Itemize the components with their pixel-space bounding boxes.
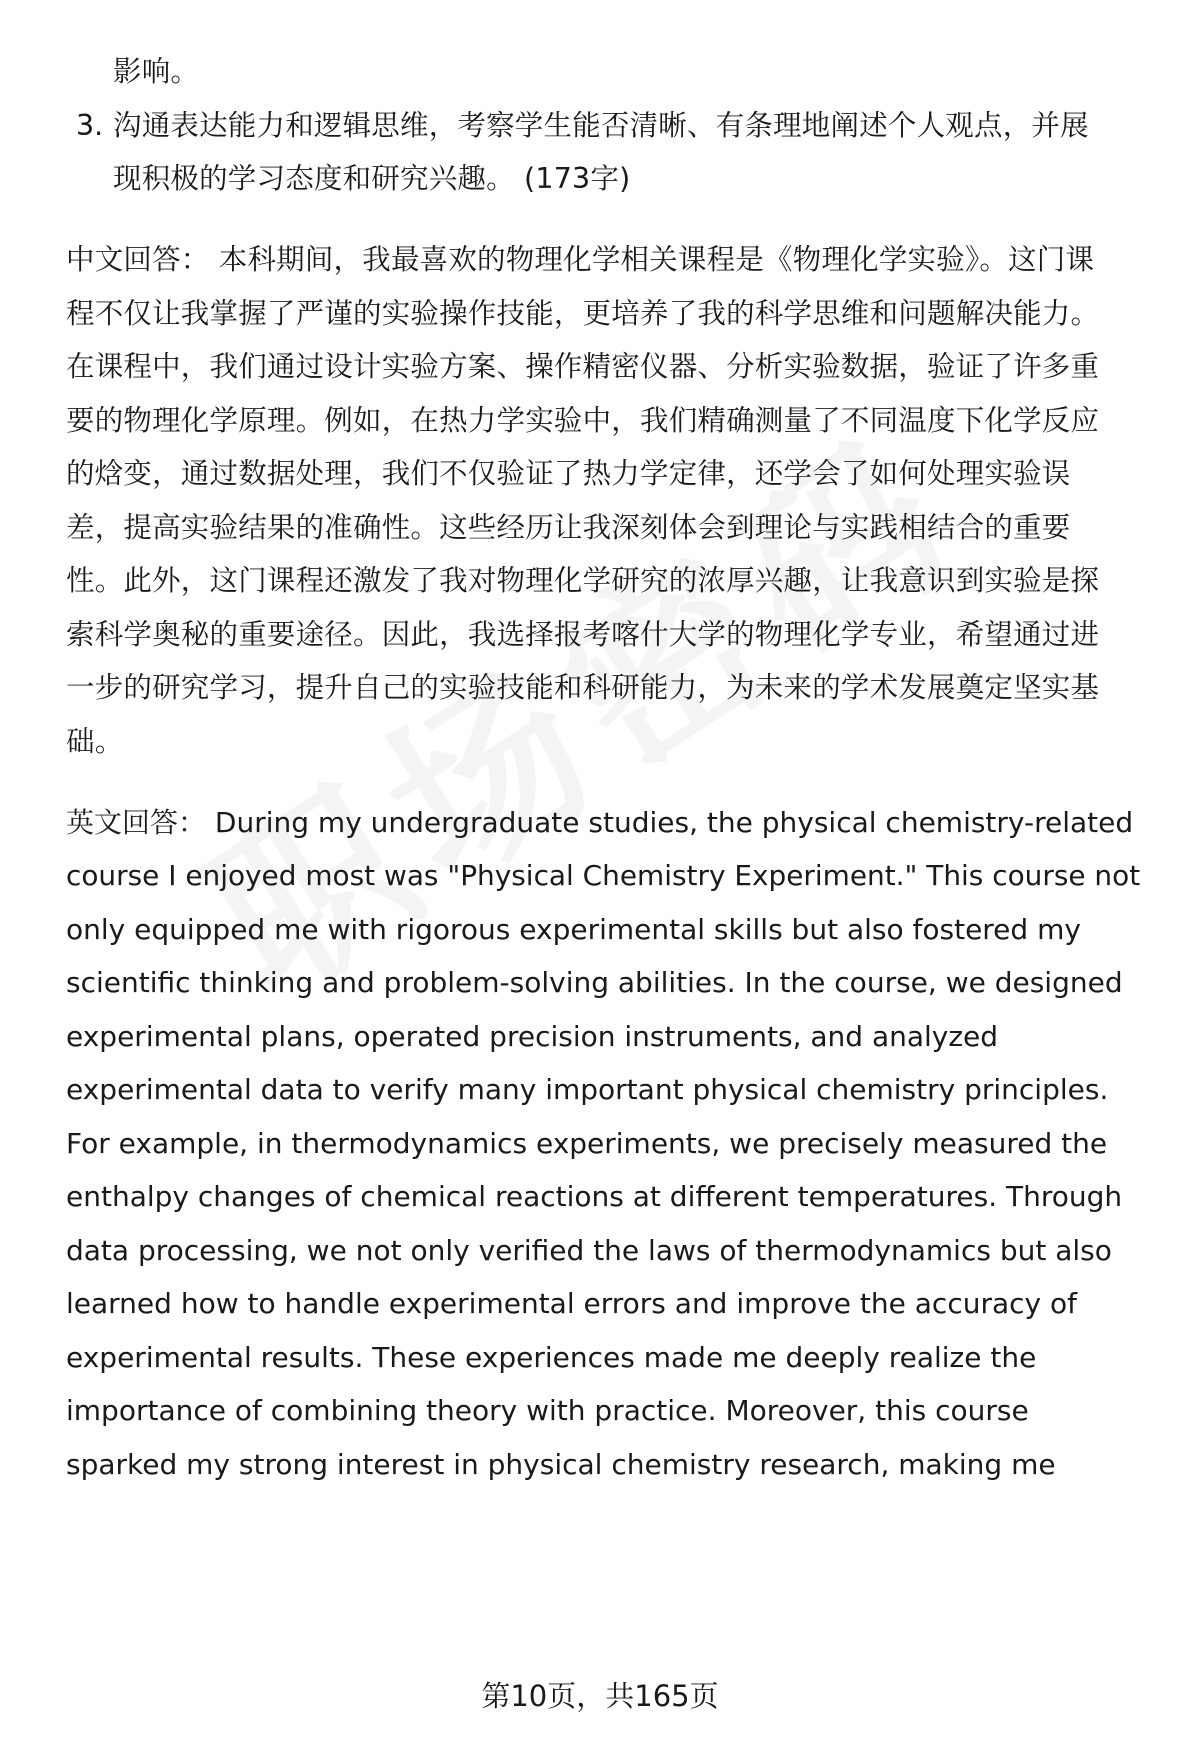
en-answer-line: enthalpy changes of chemical reactions at different temperatures. Through [66,1180,1123,1213]
cn-answer-line: 的焓变，通过数据处理，我们不仅验证了热力学定律，还学会了如何处理实验误 [66,457,1071,490]
en-answer-line: experimental plans, operated precision instruments, and analyzed [66,1020,999,1053]
en-answer-line: experimental data to verify many important physical chemistry principles. [66,1073,1109,1106]
page-number: 第10页，共165页 [481,1679,719,1713]
en-answer-line: only equipped me with rigorous experimental skills but also fostered my [66,913,1081,946]
cn-answer-line: 索科学奥秘的重要途径。因此，我选择报考喀什大学的物理化学专业，希望通过进 [66,618,1100,651]
list-item-text-line: 沟通表达能力和逻辑思维，考察学生能否清晰、有条理地阐述个人观点，并展 [113,109,1089,142]
item-continuation: 影响。 [113,55,200,88]
en-answer-line: sparked my strong interest in physical chemistry research, making me [66,1448,1056,1481]
cn-answer-line: 差，提高实验结果的准确性。这些经历让我深刻体会到理论与实践相结合的重要 [66,511,1071,544]
list-item-text-line: 现积极的学习态度和研究兴趣。 (173字) [113,162,631,195]
list-item-number: 3. [76,109,104,142]
en-answer-line: course I enjoyed most was "Physical Chemistry Experiment." This course not [66,859,1141,892]
cn-answer-line: 一步的研究学习，提升自己的实验技能和科研能力，为未来的学术发展奠定坚实基 [66,671,1100,704]
en-answer-line: learned how to handle experimental errors and improve the accuracy of [66,1287,1077,1320]
cn-answer-line: 程不仅让我掌握了严谨的实验操作技能，更培养了我的科学思维和问题解决能力。 [66,297,1100,330]
en-answer-line: importance of combining theory with practice. Moreover, this course [66,1394,1029,1427]
cn-answer-line: 在课程中，我们通过设计实验方案、操作精密仪器、分析实验数据，验证了许多重 [66,350,1100,383]
en-answer-line: experimental results. These experiences made me deeply realize the [66,1341,1037,1374]
en-answer-line: For example, in thermodynamics experiments, we precisely measured the [66,1127,1108,1160]
cn-answer-line: 性。此外，这门课程还激发了我对物理化学研究的浓厚兴趣，让我意识到实验是探 [66,564,1100,597]
en-answer-line: data processing, we not only verified the laws of thermodynamics but also [66,1234,1112,1267]
en-answer-line: scientific thinking and problem-solving abilities. In the course, we designed [66,966,1123,999]
cn-answer-line: 础。 [66,725,124,758]
cn-answer-line: 中文回答： 本科期间，我最喜欢的物理化学相关课程是《物理化学实验》。这门课 [66,243,1095,276]
cn-answer-line: 要的物理化学原理。例如，在热力学实验中，我们精确测量了不同温度下化学反应 [66,404,1100,437]
en-answer-line: 英文回答： During my undergraduate studies, the physical chemistry-related [66,806,1134,839]
